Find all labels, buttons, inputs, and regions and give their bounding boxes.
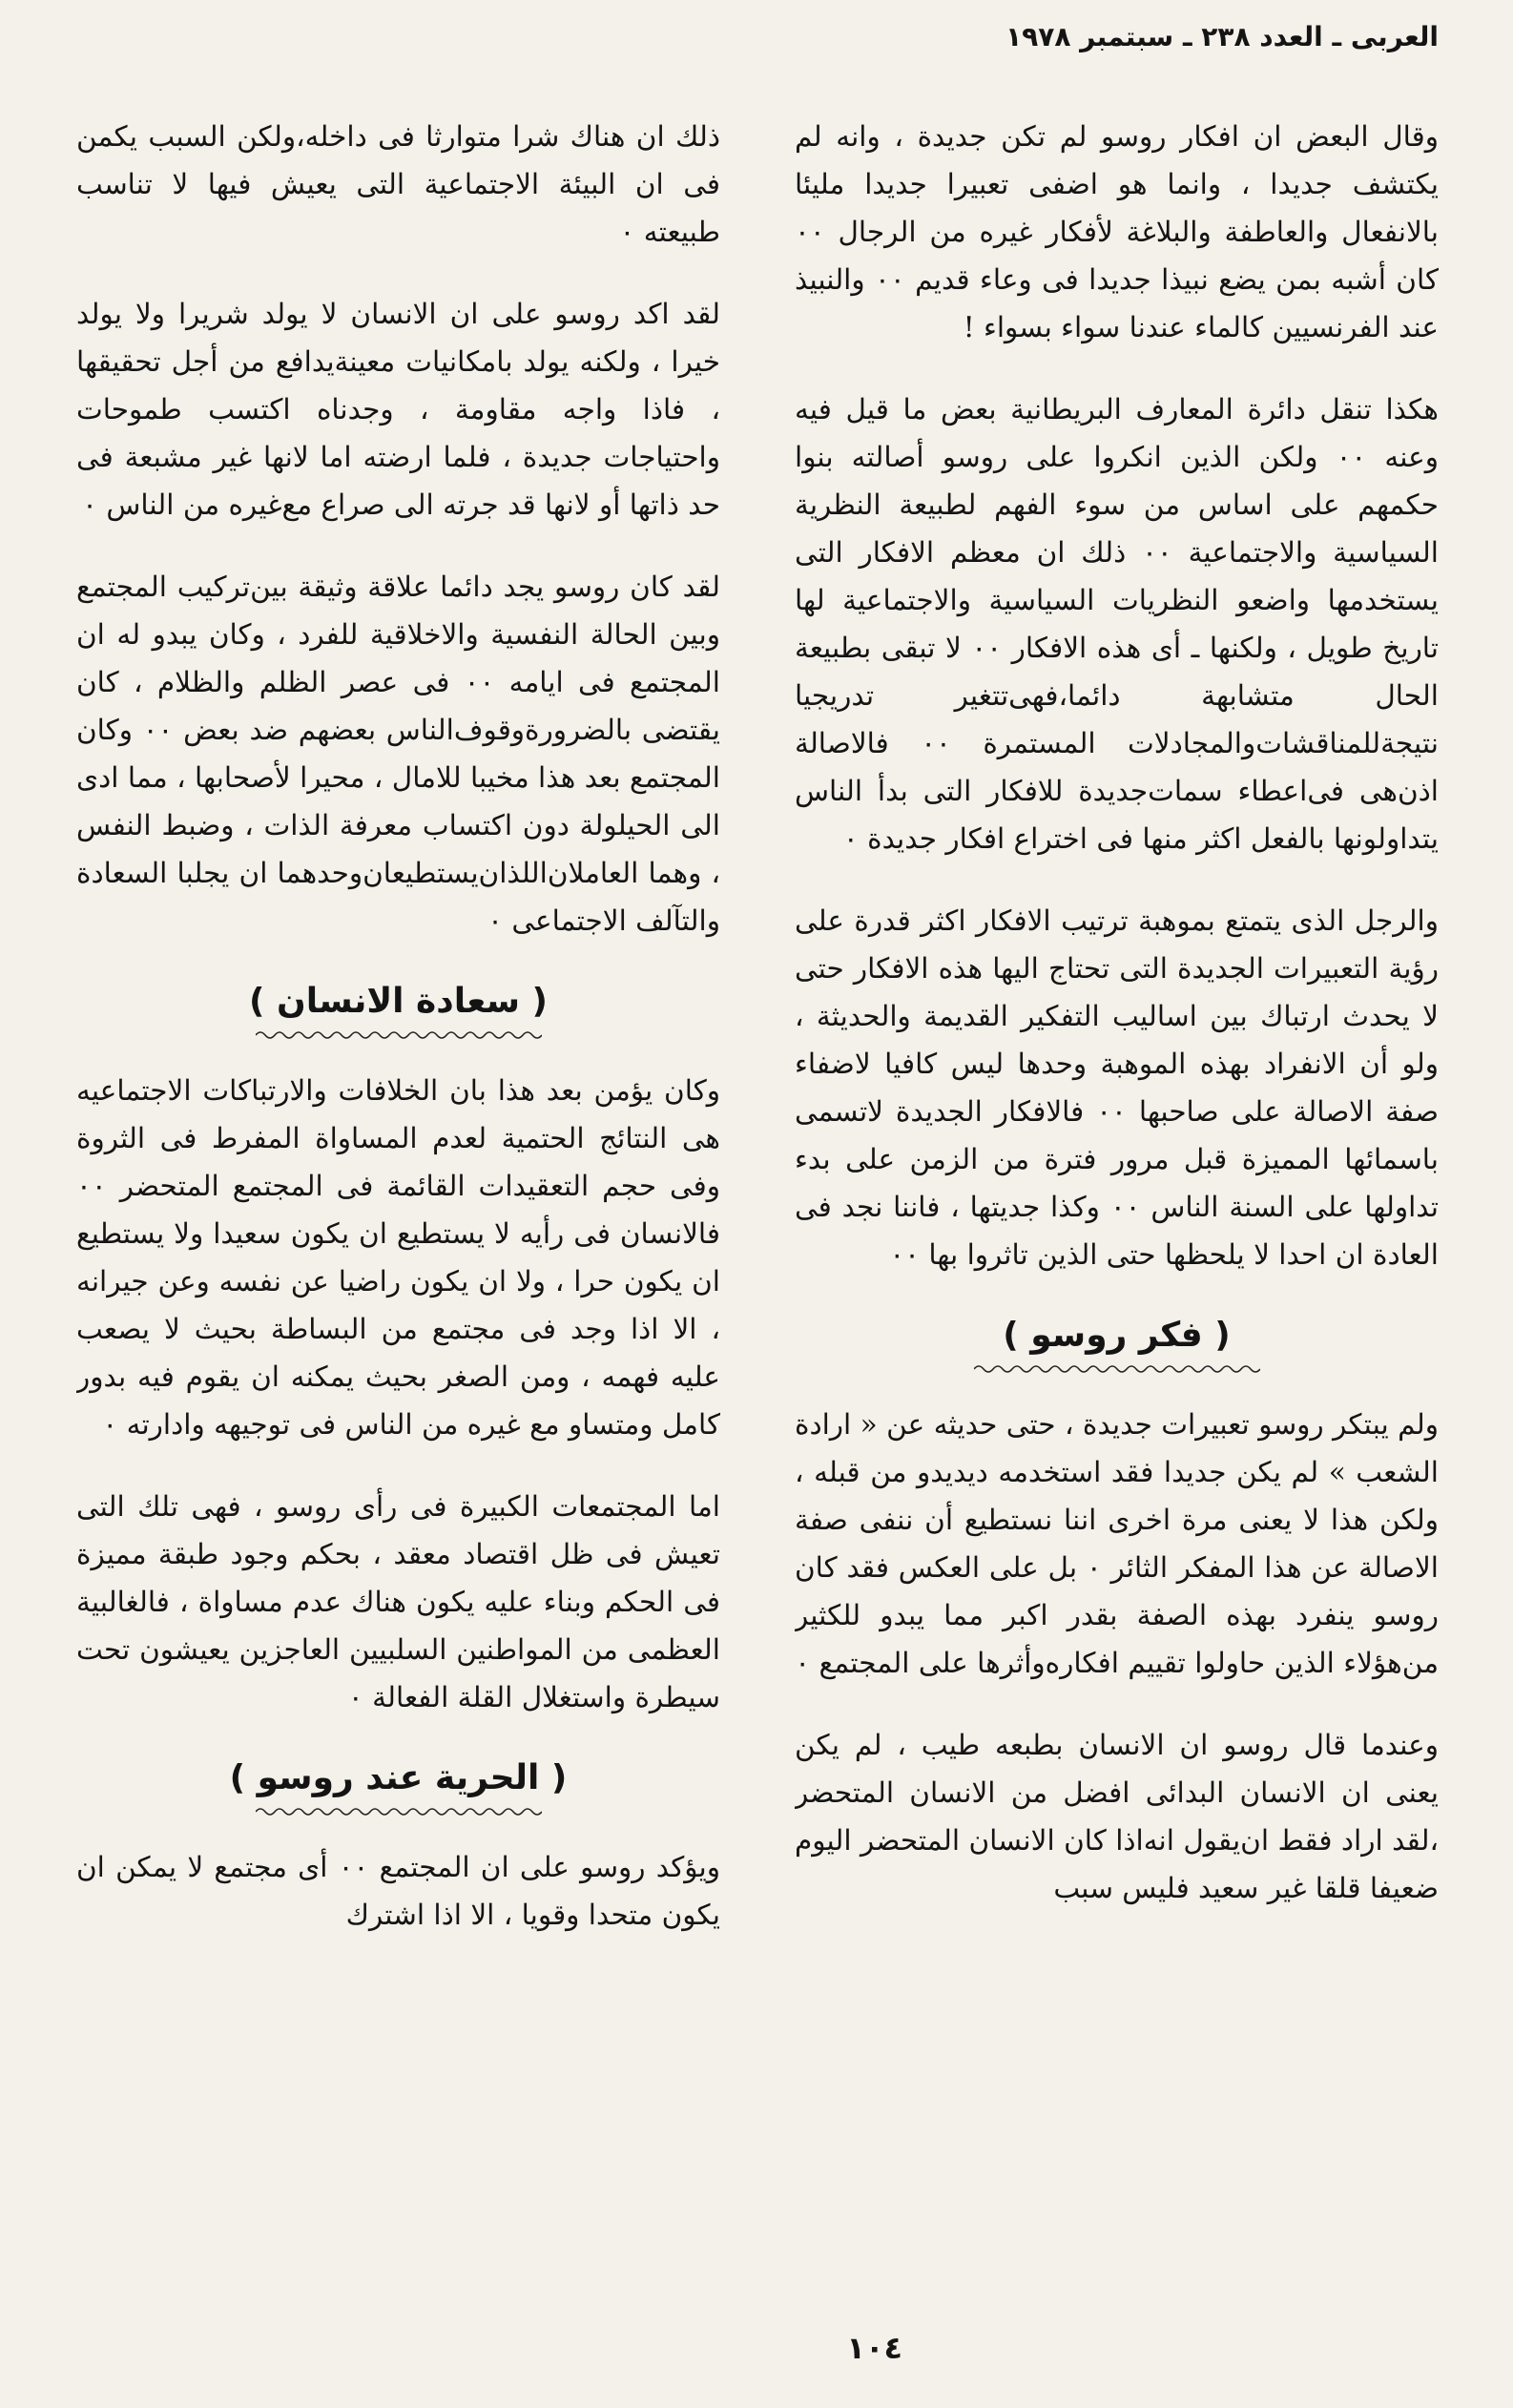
- paragraph: وعندما قال روسو ان الانسان بطبعه طيب ، لم يكن يعنى ان الانسان البدائى افضل من الانسان المتحضر ،لقد اراد فقط ان‌يقول انه‌اذا كان الانسان المتحضر اليوم ضعيفا قلقا غير سعيد فليس سبب: [795, 1729, 1439, 1904]
- paragraph: ويؤكد روسو على ان المجتمع ٠٠ أى مجتمع لا يمكن ان يكون متحدا وقويا ، الا اذا اشترك: [76, 1851, 720, 1931]
- page-number: ١٠٤: [846, 2330, 902, 2366]
- paragraph: وكان يؤمن بعد هذا بان الخلافات والارتباكات الاجتماعيه هى النتائج الحتمية لعدم المساواة المفرط فى الثروة وفى حجم التعقيدات القائمة فى المجتمع المتحضر ٠٠ فالانسان فى رأيه لا يستطيع ان يكون سعيدا ولا يستطيع ان يكون حرا ، ولا ان يكون راضيا عن نفسه وعن جيرانه ، الا اذا وجد فى مجتمع من البساطة بحيث لا يصعب عليه فهمه ، ومن الصغر بحيث يمكنه ان يقوم فيه بدور كامل ومتساو مع غيره من الناس فى توجيهه وادارته ٠: [76, 1074, 720, 1441]
- paragraph: والرجل الذى يتمتع بموهبة ترتيب الافكار اكثر قدرة على رؤية التعبيرات الجديدة التى تحتاج اليها هذه الافكار حتى لا يحدث ارتباك بين اساليب التفكير القديمة والحديثة ، ولو أن الانفراد بهذه الموهبة وحدها ليس كافيا لاضفاء صفة الاصالة على صاحبها ٠٠ فالافكار الجديدة لاتسمى باسمائها المميزة قبل مرور فترة من الزمن على بدء تداولها على السنة الناس ٠٠ وكذا جديتها ، فاننا نجد فى العادة ان احدا لا يلحظها حتى الذين تاثروا بها ٠٠: [795, 904, 1439, 1271]
- wavy-underline: [974, 1362, 1260, 1376]
- section-heading: ( فكر روسو ): [1003, 1316, 1231, 1355]
- paragraph: هكذا تنقل دائرة المعارف البريطانية بعض ما قيل فيه وعنه ٠٠ ولكن الذين انكروا على روسو أصالته بنوا حكمهم على اساس من سوء الفهم لطبيعة النظرية السياسية والاجتماعية ٠٠ ذلك ان معظم الافكار التى يستخدمها واضعو النظريات السياسية والاجتماعية لها تاريخ طويل ، ولكنها ـ أى هذه الافكار ٠٠ لا تبقى بطبيعة الحال متشابهة دائما،فهى‌تتغير تدريجيا نتيجة‌للمناقشات‌والمجادلات المستمرة ٠٠ فالاصالة اذن‌هى فى‌اعطاء سمات‌جديدة للافكار التى بدأ الناس يتداولونها بالفعل اكثر منها فى اختراع افكار جديدة ٠: [795, 393, 1439, 855]
- running-header: العربى ـ العدد ٢٣٨ ـ سبتمبر ١٩٧٨: [1005, 21, 1439, 52]
- right-column: [795, 113, 1439, 2288]
- wavy-underline: [256, 1805, 542, 1818]
- left-column: [76, 113, 720, 2288]
- paragraph: لقد كان روسو يجد دائما علاقة وثيقة بين‌تركيب المجتمع وبين الحالة النفسية والاخلاقية للفرد ، وكان يبدو له ان المجتمع فى ايامه ٠٠ فى عصر الظلم والظلام ، كان يقتضى بالضرورة‌وقوف‌الناس بعضهم ضد بعض ٠٠ وكان المجتمع بعد هذا مخيبا للامال ، محيرا لأصحابها ، مما ادى الى الحيلولة دون اكتساب معرفة الذات ، وضبط النفس ، وهما العاملان‌اللذان‌يستطيعان‌وحدهما ان يجلبا السعادة والتآلف الاجتماعى ٠: [76, 571, 720, 937]
- paragraph: وقال البعض ان افكار روسو لم تكن جديدة ، وانه لم يكتشف جديدا ، وانما هو اضفى تعبيرا جديدا مليئا بالانفعال والعاطفة والبلاغة لأفكار غيره من الرجال ٠٠ كان أشبه بمن يضع نبيذا جديدا فى وعاء قديم ٠٠ والنبيذ عند الفرنسيين كالماء عندنا سواء بسواء !: [795, 120, 1439, 343]
- paragraph: ولم يبتكر روسو تعبيرات جديدة ، حتى حديثه عن « ارادة الشعب » لم يكن جديدا فقد استخدمه ديديدو من قبله ، ولكن هذا لا يعنى مرة اخرى اننا نستطيع أن ننفى صفة الاصالة عن هذا المفكر الثائر ٠ بل على العكس فقد كان روسو ينفرد بهذه الصفة بقدر اكبر مما يبدو للكثير من‌هؤلاء الذين حاولوا تقييم افكاره‌وأثرها على المجتمع ٠: [795, 1408, 1439, 1679]
- paragraph: ذلك ان هناك شرا متوارثا فى داخله،ولكن السبب يكمن فى ان البيئة الاجتماعية التى يعيش فيها لا تناسب طبيعته ٠: [76, 120, 720, 248]
- paragraph: لقد اكد روسو على ان الانسان لا يولد شريرا ولا يولد خيرا ، ولكنه يولد بامكانيات معينة‌يدافع من أجل تحقيقها ، فاذا واجه مقاومة ، وجدناه اكتسب طموحات واحتياجات جديدة ، فلما ارضته اما لانها غير مشبعة فى حد ذاتها أو لانها قد جرته الى صراع مع‌غيره من الناس ٠: [76, 298, 720, 521]
- section-heading: ( الحرية عند روسو ): [229, 1758, 568, 1797]
- section-heading: ( سعادة الانسان ): [248, 982, 548, 1021]
- wavy-underline: [256, 1028, 542, 1042]
- paragraph: اما المجتمعات الكبيرة فى رأى روسو ، فهى تلك التى تعيش فى ظل اقتصاد معقد ، بحكم وجود طبقة مميزة فى الحكم وبناء عليه يكون هناك عدم مساواة ، فالغالبية العظمى من المواطنين السلبيين العاجزين يعيشون تحت سيطرة واستغلال القلة الفعالة ٠: [76, 1490, 720, 1713]
